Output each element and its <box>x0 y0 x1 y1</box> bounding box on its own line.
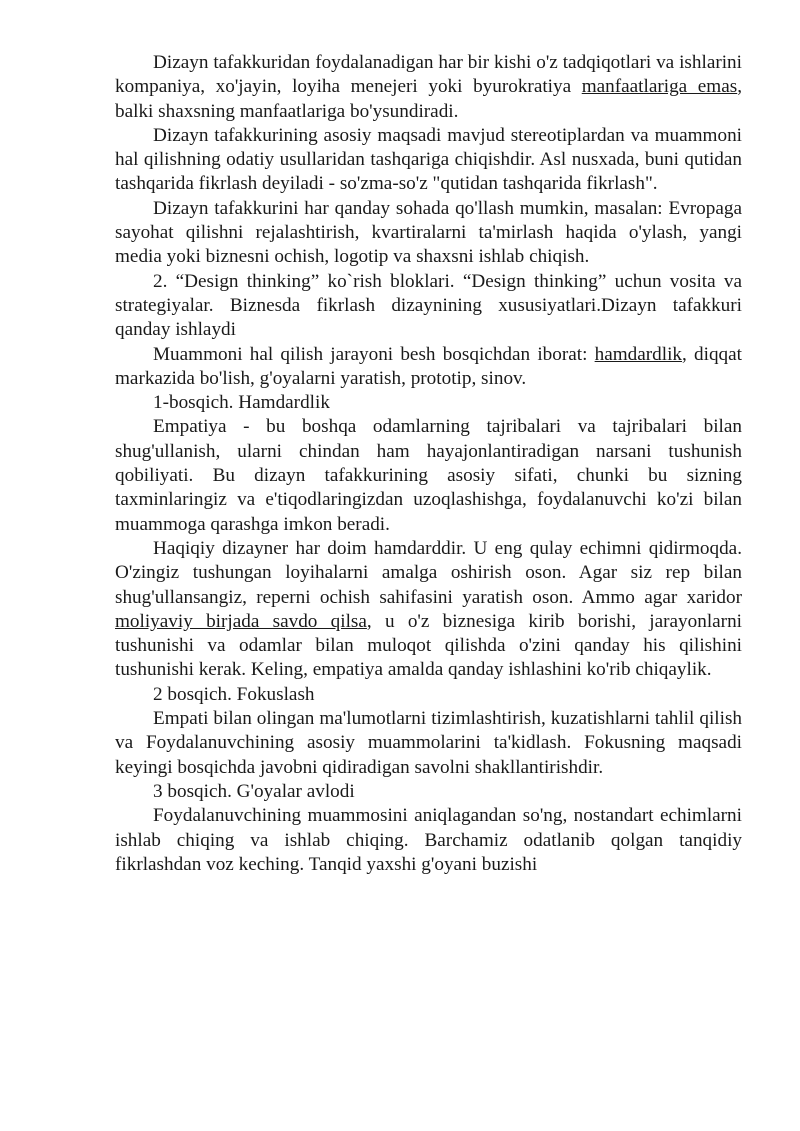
paragraph-1-text-before: Dizayn tafakkuridan foydalanadigan har bir kishi o'z tadqiqotlari va ishlarini kompaniya, xo'jayin, loyiha menejeri yoki byurokratiya <box>115 52 742 98</box>
paragraph-5-text-before: Muammoni hal qilish jarayoni besh bosqichdan iborat: <box>153 343 595 365</box>
link-hamdardlik[interactable]: hamdardlik <box>594 343 683 365</box>
paragraph-12: Foydalanuvchining muammosini aniqlagandan so'ng, nostandart echimlarni ishlab chiqing va ishlab chiqing. Barchamiz odatlanib qolgan tanqidiy fikrlashdan voz keching. Tanqid yaxshi g'oyani buzishi <box>115 805 742 875</box>
paragraph-2: Dizayn tafakkurining asosiy maqsadi mavjud stereotiplardan va muammoni hal qilishning odatiy usullaridan tashqariga chiqishdir. Asl nusxada, buni qutidan tashqarida fikrlash deyiladi - so'zma-so'z "qutidan tashqarida fikrlash". <box>115 124 742 195</box>
paragraph-7: Empatiya - bu boshqa odamlarning tajribalari va tajribalari bilan shug'ullanish, ularni chindan ham hayajonlantiradigan narsani tushunish qobiliyati. Bu dizayn tafakkurining asosiy sifati, chunki bu sizning taxminlaringiz va e'tiqodlaringizdan uzoqlashishga, foydalanuvchi ko'zi bilan muammoga qarashga imkon beradi. <box>115 416 742 535</box>
paragraph-8 <box>115 537 742 683</box>
paragraph-1 <box>115 51 742 124</box>
paragraph-10: Empati bilan olingan ma'lumotlarni tizimlashtirish, kuzatishlarni tahlil qilish va Foydalanuvchining asosiy muammolarini ta'kidlash. Fokusning maqsadi keyingi bosqichda javobni qidiradigan savolni shakllantirishdir. <box>115 708 742 778</box>
link-manfaatlariga-emas[interactable]: manfaatlariga emas <box>581 76 738 98</box>
stage-1-heading: 1-bosqich. Hamdardlik <box>153 392 330 414</box>
link-moliyaviy-birjada[interactable]: moliyaviy birjada savdo qilsa <box>115 610 367 632</box>
paragraph-3: Dizayn tafakkurini har qanday sohada qo'llash mumkin, masalan: Evropaga sayohat qilishni rejalashtirish, kvartiralarni ta'mirlash haqida o'ylash, yangi media yoki biznesni ochish, logotip va shaxsni ishlab chiqish. <box>115 197 742 268</box>
paragraph-8-text-after: , u o'z biznesiga kirib borishi, jarayonlarni tushunishi va odamlar bilan muloqot qilishda o'zini qanday his qilishini tushunishi kerak. Keling, empatiya amalda qanday ishlashini ko'rib chiqaylik. <box>115 610 742 681</box>
paragraph-5 <box>115 343 742 392</box>
paragraph-5-text-after: , diqqat markazida bo'lish, g'oyalarni yaratish, prototip, sinov. <box>115 343 742 389</box>
stage-3-heading: 3 bosqich. G'oyalar avlodi <box>153 780 355 802</box>
document-page <box>115 51 742 877</box>
paragraph-1-text-after: , balki shaxsning manfaatlariga bo'ysundiradi. <box>115 76 743 122</box>
stage-2-heading: 2 bosqich. Fokuslash <box>153 683 315 705</box>
section-heading-2: 2. “Design thinking” ko`rish bloklari. “Design thinking” uchun vosita va strategiyalar. Biznesda fikrlash dizaynining xususiyatlari.Dizayn tafakkuri qanday ishlaydi <box>115 270 742 341</box>
paragraph-8-text-before: Haqiqiy dizayner har doim hamdarddir. U eng qulay echimni qidirmoqda. O'zingiz tushungan loyihalarni amalga oshirish oson. Agar siz rep bilan shug'ullansangiz, reperni ochish sahifasini yaratish oson. Ammo agar xaridor <box>115 537 742 608</box>
